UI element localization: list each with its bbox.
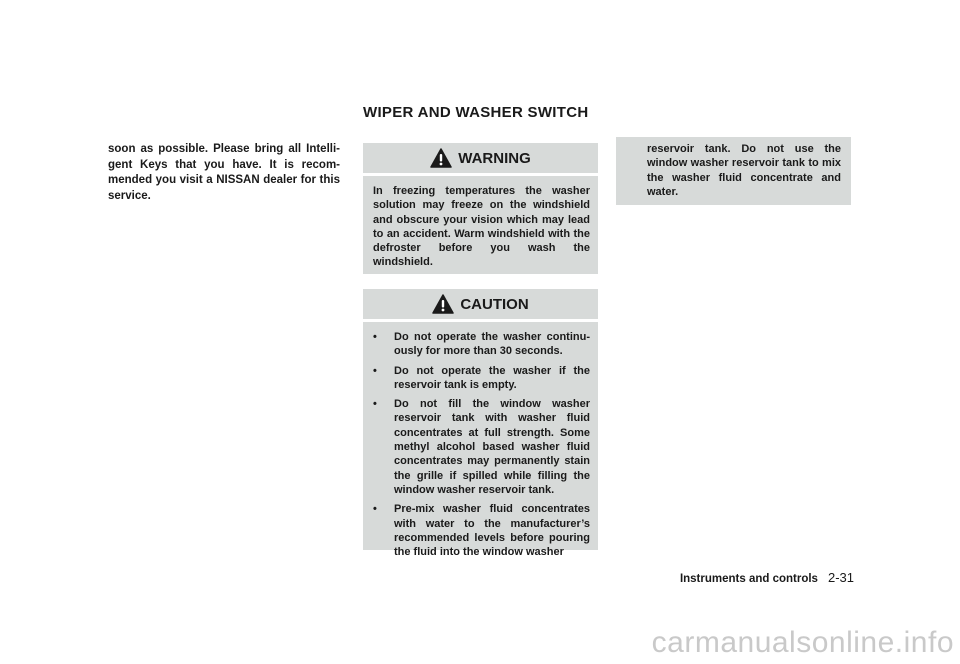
page-number: 2-31	[827, 570, 854, 585]
bullet-marker: •	[373, 331, 377, 343]
warning-heading: WARNING	[458, 149, 531, 167]
caution-item-text: Do not operate the washer if the reservoir tank is empty.	[394, 364, 590, 391]
warning-box	[363, 143, 598, 274]
caution-item-text: Pre-mix washer fluid concentrates with water to the manufacturer’s recommended levels before pouring the fluid into the window washer	[394, 503, 590, 559]
bullet-marker: •	[373, 364, 377, 377]
bullet-marker: •	[373, 503, 377, 516]
caution-list	[363, 322, 598, 559]
caution-item	[373, 330, 590, 359]
chapter-title: Instruments and controls	[679, 573, 818, 585]
bullet-marker: •	[373, 398, 377, 411]
caution-item	[373, 502, 590, 559]
page-footer	[680, 570, 854, 585]
caution-continued-box	[616, 137, 851, 205]
intro-paragraph: soon as possible. Please bring all Intelli-gent Keys that you have. It is recom-mended you visit a NISSAN dealer for this service.	[108, 143, 340, 202]
warning-body: In freezing temperatures the washer solution may freeze on the windshield and obscure your vision which may lead to an accident. Warm windshield with the defroster before you wash the windshield.	[373, 185, 590, 269]
section-title: WIPER AND WASHER SWITCH	[363, 104, 589, 121]
warning-triangle-icon	[432, 294, 454, 314]
warning-triangle-icon	[430, 148, 452, 168]
caution-item	[373, 397, 590, 497]
watermark: carmanualsonline.info	[651, 626, 954, 659]
caution-item-text: Do not fill the window washer reservoir tank with washer fluid concentrates at full strength. Some methyl alcohol based washer fluid concentrates may permanently stain the grille if spilled while filling the window washer reservoir tank.	[394, 398, 590, 496]
caution-heading: CAUTION	[460, 295, 529, 313]
caution-box	[363, 289, 598, 559]
caution-item-text: Do not operate the washer continu-ously for more than 30 seconds.	[394, 331, 590, 358]
caution-item	[373, 364, 590, 393]
caution-continued-text: reservoir tank. Do not use the window washer reservoir tank to mix the washer fluid concentrate and water.	[647, 143, 841, 198]
caution-header	[363, 289, 598, 319]
warning-header	[363, 143, 598, 173]
